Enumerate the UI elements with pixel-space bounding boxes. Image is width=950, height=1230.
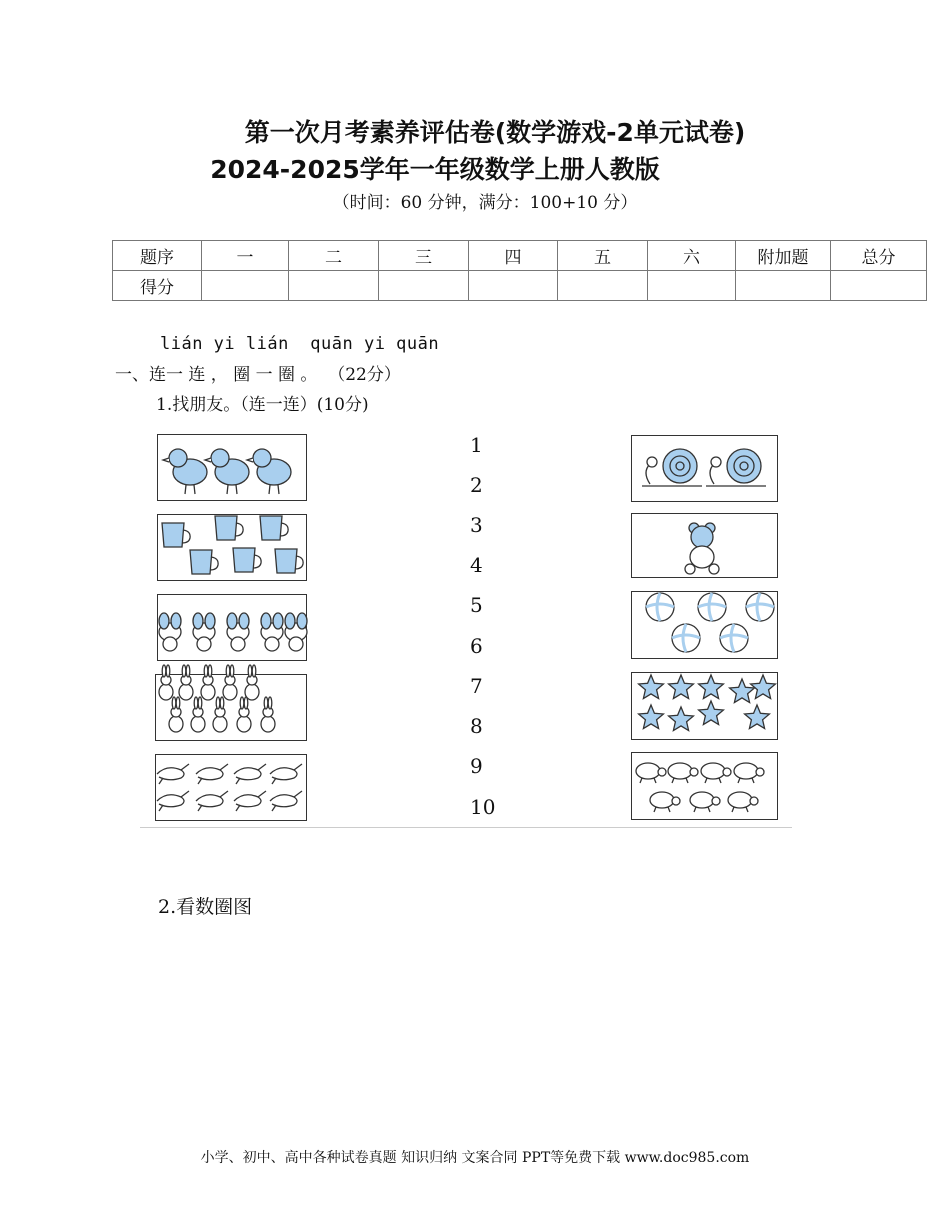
rabbit-icon [245,665,259,700]
rabbit-icon [261,697,275,732]
cup-icon [260,516,288,540]
star-icon [751,675,776,699]
header-cell: 三 [379,241,469,271]
turtle-icon [636,763,666,783]
turtle-icon [668,763,698,783]
footer-text: 小学、初中、高中各种试卷真题 知识归纳 文案合同 PPT等免费下载 www.doc985.com [200,1150,750,1166]
rabbit-icon [237,697,251,732]
shrimp-icon [157,764,189,784]
turtle-icon [728,792,758,812]
section-pinyin: lián yi lián quān yi quān [160,334,440,354]
shrimp-icon [270,791,302,811]
bee-icon [285,613,307,651]
number-label[interactable]: 7 [470,674,483,698]
snail-icon [642,449,702,486]
star-icon [730,679,755,703]
header-cell: 附加题 [736,241,831,271]
divider [140,827,792,828]
volleyball-icon [646,593,674,621]
page-subtitle: 2024-2025学年一年级数学上册人教版 [210,155,660,184]
rabbit-icon [223,665,237,700]
header-cell: 四 [469,241,558,271]
number-label[interactable]: 3 [470,513,483,537]
number-label[interactable]: 10 [470,795,496,819]
header-cell: 总分 [831,241,927,271]
rabbit-icon [159,665,173,700]
volleyball-icon [746,593,774,621]
header-cell: 题序 [113,241,202,271]
header-cell: 二 [289,241,379,271]
number-label[interactable]: 6 [470,634,483,658]
number-label[interactable]: 1 [470,433,483,457]
bee-icon [159,613,181,651]
score-row-label: 得分 [113,271,202,301]
rabbit-icon [169,697,183,732]
section-heading: 一、连一 连 ， 圈 一 圈 。 （22分） [115,365,401,385]
number-label[interactable]: 9 [470,754,483,778]
shrimp-icon [196,764,228,784]
rabbit-icon [213,697,227,732]
bee-icon [227,613,249,651]
star-icon [639,675,664,699]
rabbit-icon [191,697,205,732]
star-icon [699,701,724,725]
question-2-prompt: 2.看数圈图 [158,896,253,918]
shrimp-icon [234,791,266,811]
number-label[interactable]: 5 [470,593,483,617]
star-icon [669,675,694,699]
star-icon [639,705,664,729]
number-label[interactable]: 8 [470,714,483,738]
number-label[interactable]: 2 [470,473,483,497]
chick-icon [205,449,249,494]
cup-icon [190,550,218,574]
star-icon [745,705,770,729]
turtle-icon [701,763,731,783]
header-cell: 五 [558,241,648,271]
shrimp-icon [196,791,228,811]
chick-icon [247,449,291,494]
header-cell: 六 [648,241,736,271]
shrimp-icon [234,764,266,784]
turtle-icon [690,792,720,812]
shrimp-icon [270,764,302,784]
volleyball-icon [672,624,700,652]
rabbit-icon [179,665,193,700]
snail-icon [706,449,766,486]
cup-icon [162,523,190,547]
cup-icon [275,549,303,573]
shrimp-icon [157,791,189,811]
turtle-icon [734,763,764,783]
chick-icon [163,449,207,494]
volleyball-icon [698,593,726,621]
teddy-bear-icon [685,523,719,574]
question-1-prompt: 1.找朋友。（连一连）(10分) [156,395,369,415]
turtle-icon [650,792,680,812]
header-cell: 一 [202,241,289,271]
volleyball-icon [720,624,748,652]
star-icon [699,675,724,699]
exam-info: （时间：60 分钟，满分：100+10 分） [332,193,638,213]
rabbit-icon [201,665,215,700]
cup-icon [233,548,261,572]
page-title: 第一次月考素养评估卷(数学游戏-2单元试卷) [244,118,746,147]
bee-icon [193,613,215,651]
number-label[interactable]: 4 [470,553,483,577]
cup-icon [215,516,243,540]
star-icon [669,707,694,731]
bee-icon [261,613,283,651]
